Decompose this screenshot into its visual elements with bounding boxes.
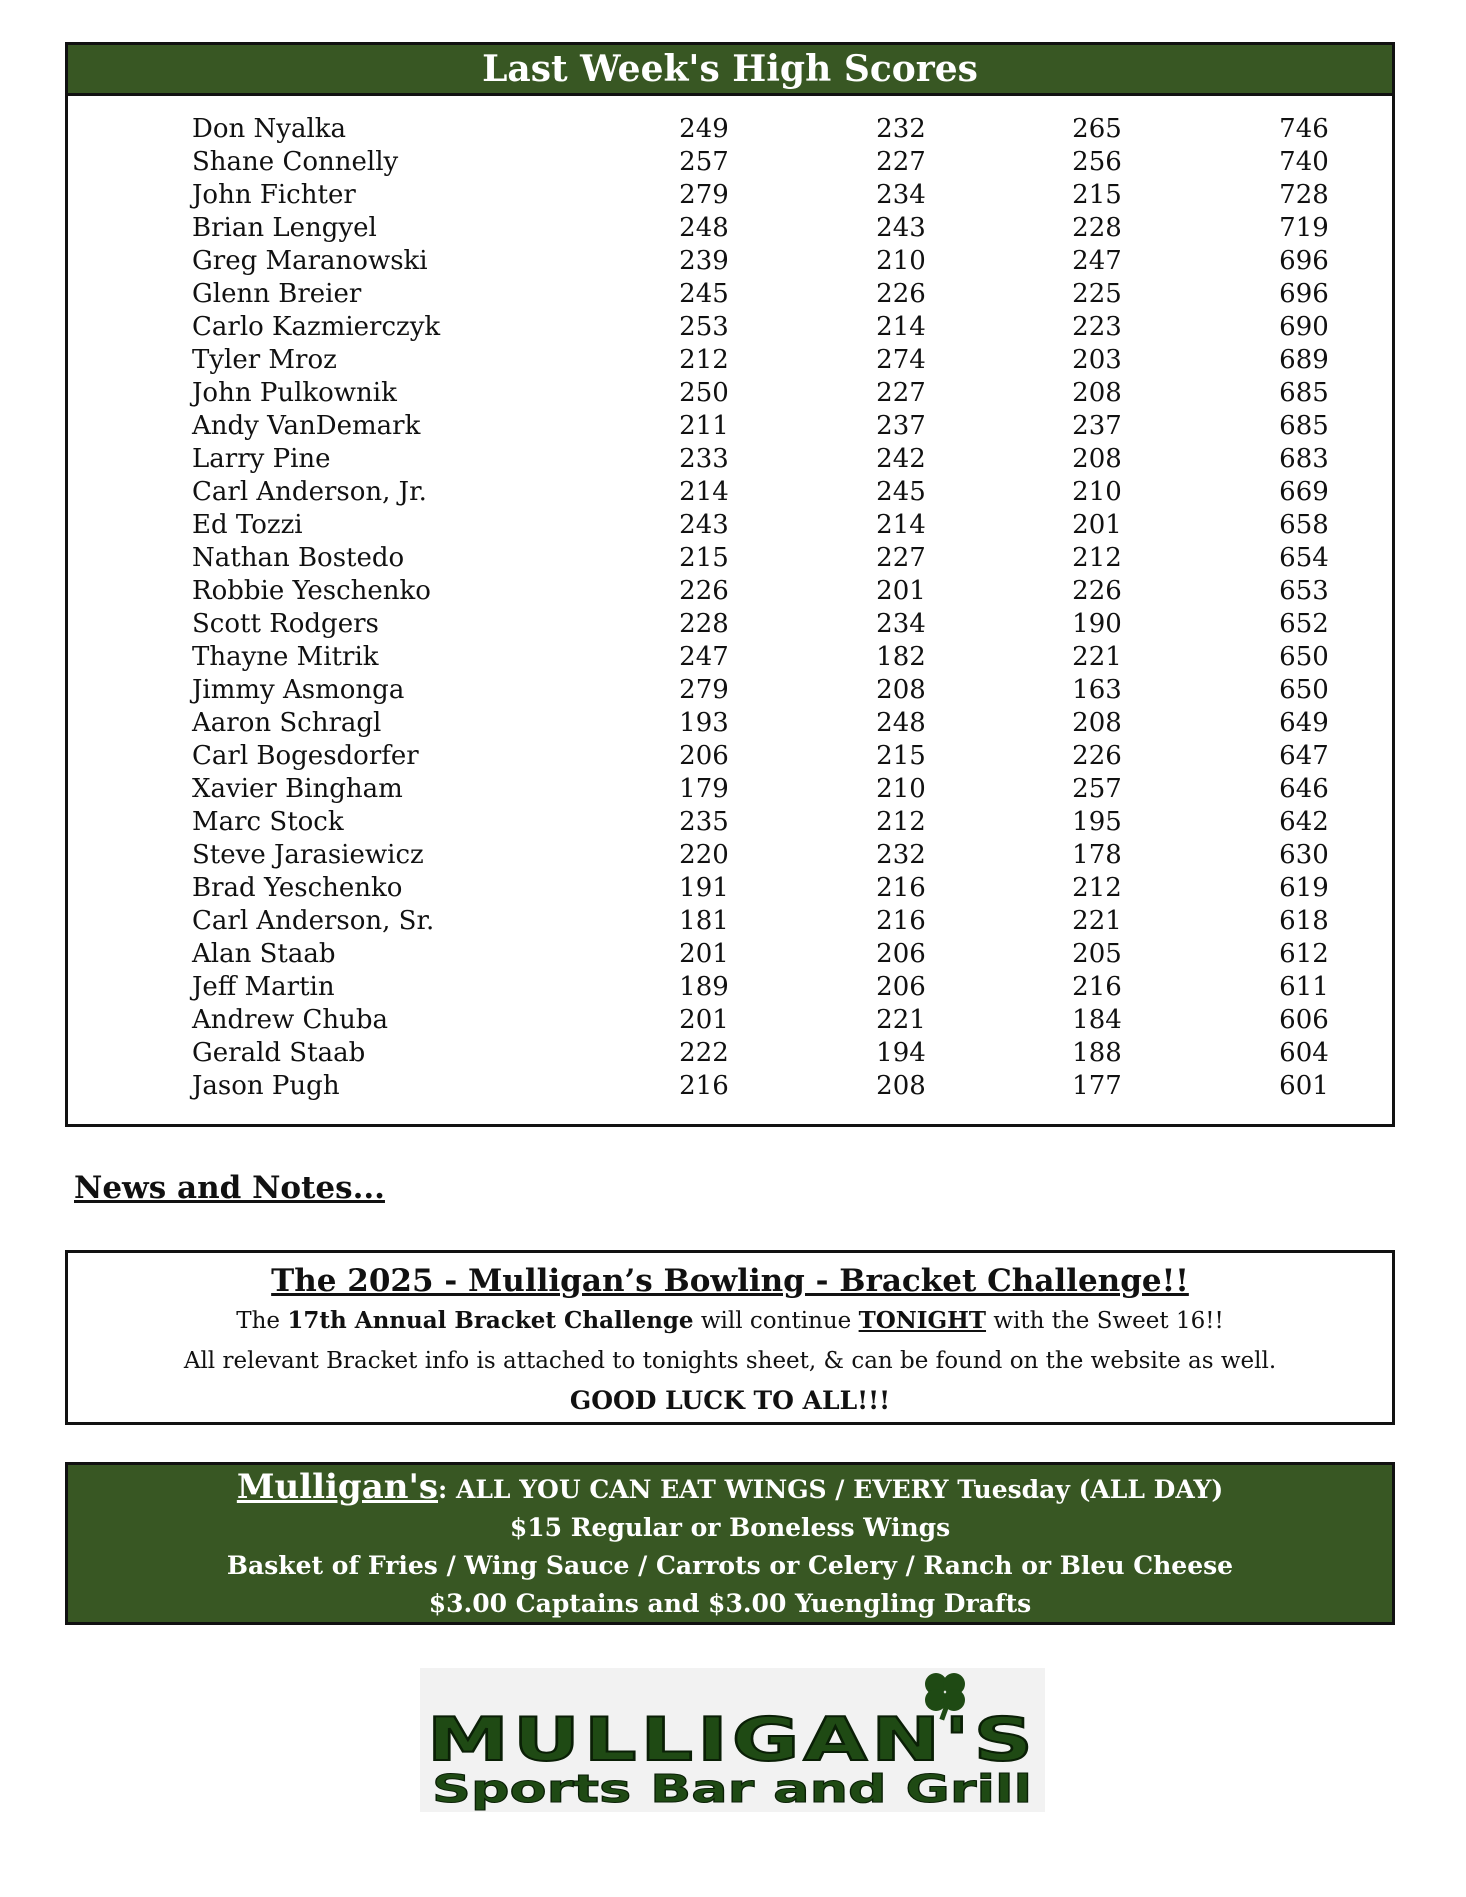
game-1-score: 206 xyxy=(679,741,729,771)
score-row xyxy=(68,707,1392,740)
bowler-name: Shane Connelly xyxy=(192,147,399,177)
score-row xyxy=(68,278,1392,311)
bowler-name: Carlo Kazmierczyk xyxy=(192,312,441,342)
game-1-score: 233 xyxy=(679,444,729,474)
news-heading: News and Notes... xyxy=(74,1170,385,1206)
series-total: 696 xyxy=(1279,246,1329,276)
game-2-score: 208 xyxy=(876,675,926,705)
series-total: 658 xyxy=(1279,510,1329,540)
series-total: 689 xyxy=(1279,345,1329,375)
game-3-score: 247 xyxy=(1072,246,1122,276)
wings-line-3: Basket of Fries / Wing Sauce / Carrots or Celery / Ranch or Bleu Cheese xyxy=(226,1551,1234,1580)
game-1-score: 226 xyxy=(679,576,729,606)
game-1-score: 181 xyxy=(679,906,729,936)
score-row xyxy=(68,971,1392,1004)
game-3-score: 257 xyxy=(1072,774,1122,804)
game-3-score: 184 xyxy=(1072,1005,1122,1035)
bowler-name: Ed Tozzi xyxy=(192,510,303,540)
game-1-score: 215 xyxy=(679,543,729,573)
series-total: 646 xyxy=(1279,774,1329,804)
bowler-name: Carl Bogesdorfer xyxy=(192,741,419,771)
bowler-name: Carl Anderson, Sr. xyxy=(192,906,435,936)
game-3-score: 208 xyxy=(1072,378,1122,408)
bowler-name: Robbie Yeschenko xyxy=(192,576,431,606)
bowler-name: Thayne Mitrik xyxy=(192,642,379,672)
bowler-name: Scott Rodgers xyxy=(192,609,379,639)
game-1-score: 201 xyxy=(679,939,729,969)
game-2-score: 208 xyxy=(876,1071,926,1101)
series-total: 642 xyxy=(1279,807,1329,837)
game-3-score: 210 xyxy=(1072,477,1122,507)
game-1-score: 214 xyxy=(679,477,729,507)
bowler-name: Brad Yeschenko xyxy=(192,873,403,903)
game-1-score: 247 xyxy=(679,642,729,672)
series-total: 601 xyxy=(1279,1071,1329,1101)
high-scores-title: Last Week's High Scores xyxy=(68,45,1392,96)
score-row xyxy=(68,146,1392,179)
bowler-name: Don Nyalka xyxy=(192,114,347,144)
score-row xyxy=(68,179,1392,212)
game-3-score: 177 xyxy=(1072,1071,1122,1101)
bracket-good-luck: GOOD LUCK TO ALL!!! xyxy=(569,1386,891,1415)
score-row xyxy=(68,542,1392,575)
score-row xyxy=(68,212,1392,245)
series-total: 606 xyxy=(1279,1005,1329,1035)
wings-line-1 xyxy=(68,1468,1392,1509)
bowler-name: Aaron Schragl xyxy=(192,708,382,738)
bowler-name: John Pulkownik xyxy=(192,378,397,408)
game-1-score: 235 xyxy=(679,807,729,837)
bowler-name: Andrew Chuba xyxy=(192,1005,389,1035)
game-3-score: 223 xyxy=(1072,312,1122,342)
game-3-score: 221 xyxy=(1072,906,1122,936)
mulligans-logo xyxy=(420,1668,1045,1812)
wings-headline: : ALL YOU CAN EAT WINGS / EVERY Tuesday (ALL DAY) xyxy=(438,1475,1224,1504)
bowler-name: Glenn Breier xyxy=(192,279,362,309)
series-total: 746 xyxy=(1279,114,1329,144)
series-total: 685 xyxy=(1279,411,1329,441)
bowler-name: Larry Pine xyxy=(192,444,331,474)
series-total: 696 xyxy=(1279,279,1329,309)
game-2-score: 248 xyxy=(876,708,926,738)
game-1-score: 193 xyxy=(679,708,729,738)
game-2-score: 234 xyxy=(876,609,926,639)
game-3-score: 203 xyxy=(1072,345,1122,375)
score-row xyxy=(68,410,1392,443)
score-row xyxy=(68,872,1392,905)
game-2-score: 243 xyxy=(876,213,926,243)
game-1-score: 253 xyxy=(679,312,729,342)
series-total: 630 xyxy=(1279,840,1329,870)
bowler-name: Steve Jarasiewicz xyxy=(192,840,424,870)
series-total: 652 xyxy=(1279,609,1329,639)
game-3-score: 237 xyxy=(1072,411,1122,441)
bowler-name: Alan Staab xyxy=(192,939,336,969)
game-3-score: 201 xyxy=(1072,510,1122,540)
game-3-score: 256 xyxy=(1072,147,1122,177)
score-row xyxy=(68,905,1392,938)
game-3-score: 225 xyxy=(1072,279,1122,309)
game-1-score: 250 xyxy=(679,378,729,408)
game-2-score: 212 xyxy=(876,807,926,837)
high-scores-table xyxy=(68,113,1392,1103)
series-total: 654 xyxy=(1279,543,1329,573)
game-3-score: 212 xyxy=(1072,873,1122,903)
game-1-score: 279 xyxy=(679,675,729,705)
series-total: 719 xyxy=(1279,213,1329,243)
mulligans-logo-graphic xyxy=(420,1668,1045,1812)
bowler-name: Greg Maranowski xyxy=(192,246,428,276)
game-2-score: 210 xyxy=(876,246,926,276)
score-row xyxy=(68,377,1392,410)
game-3-score: 221 xyxy=(1072,642,1122,672)
game-2-score: 226 xyxy=(876,279,926,309)
game-3-score: 216 xyxy=(1072,972,1122,1002)
game-1-score: 243 xyxy=(679,510,729,540)
series-total: 612 xyxy=(1279,939,1329,969)
game-2-score: 194 xyxy=(876,1038,926,1068)
wings-line-4: $3.00 Captains and $3.00 Yuengling Drafts xyxy=(428,1589,1032,1618)
game-2-score: 274 xyxy=(876,345,926,375)
game-1-score: 212 xyxy=(679,345,729,375)
game-1-score: 257 xyxy=(679,147,729,177)
bowler-name: Andy VanDemark xyxy=(192,411,421,441)
game-3-score: 215 xyxy=(1072,180,1122,210)
game-1-score: 228 xyxy=(679,609,729,639)
game-3-score: 226 xyxy=(1072,576,1122,606)
game-3-score: 208 xyxy=(1072,708,1122,738)
score-row xyxy=(68,311,1392,344)
game-1-score: 279 xyxy=(679,180,729,210)
game-2-score: 206 xyxy=(876,972,926,1002)
game-3-score: 265 xyxy=(1072,114,1122,144)
wings-special-panel xyxy=(65,1462,1395,1625)
game-2-score: 232 xyxy=(876,840,926,870)
game-2-score: 227 xyxy=(876,147,926,177)
game-1-score: 248 xyxy=(679,213,729,243)
game-1-score: 239 xyxy=(679,246,729,276)
score-row xyxy=(68,344,1392,377)
score-row xyxy=(68,113,1392,146)
game-3-score: 205 xyxy=(1072,939,1122,969)
game-2-score: 245 xyxy=(876,477,926,507)
bowler-name: Tyler Mroz xyxy=(192,345,337,375)
game-3-score: 208 xyxy=(1072,444,1122,474)
bracket-annual-name: 17th Annual Bracket Challenge xyxy=(287,1307,694,1334)
bowler-name: Jimmy Asmonga xyxy=(192,675,405,705)
game-2-score: 214 xyxy=(876,510,926,540)
series-total: 690 xyxy=(1279,312,1329,342)
game-2-score: 227 xyxy=(876,543,926,573)
bowler-name: Jeff Martin xyxy=(192,972,335,1002)
bracket-line-1-post: with the Sweet 16!! xyxy=(986,1308,1224,1334)
series-total: 685 xyxy=(1279,378,1329,408)
score-row xyxy=(68,1037,1392,1070)
game-1-score: 179 xyxy=(679,774,729,804)
series-total: 619 xyxy=(1279,873,1329,903)
score-row xyxy=(68,1004,1392,1037)
game-3-score: 188 xyxy=(1072,1038,1122,1068)
score-row xyxy=(68,839,1392,872)
game-2-score: 182 xyxy=(876,642,926,672)
game-1-score: 216 xyxy=(679,1071,729,1101)
bracket-line-1 xyxy=(68,1301,1392,1341)
high-scores-panel xyxy=(65,42,1395,1127)
game-2-score: 227 xyxy=(876,378,926,408)
bowler-name: John Fichter xyxy=(192,180,356,210)
wings-line-2: $15 Regular or Boneless Wings xyxy=(509,1513,951,1542)
bowler-name: Jason Pugh xyxy=(192,1071,340,1101)
series-total: 669 xyxy=(1279,477,1329,507)
score-row xyxy=(68,509,1392,542)
game-2-score: 216 xyxy=(876,873,926,903)
bracket-line-1-mid: will continue xyxy=(693,1308,859,1334)
bowler-name: Brian Lengyel xyxy=(192,213,377,243)
game-2-score: 242 xyxy=(876,444,926,474)
game-2-score: 232 xyxy=(876,114,926,144)
game-3-score: 228 xyxy=(1072,213,1122,243)
game-3-score: 178 xyxy=(1072,840,1122,870)
game-1-score: 189 xyxy=(679,972,729,1002)
game-1-score: 211 xyxy=(679,411,729,441)
bracket-title: The 2025 - Mulligan’s Bowling - Bracket Challenge!! xyxy=(271,1263,1189,1299)
score-row xyxy=(68,641,1392,674)
game-2-score: 206 xyxy=(876,939,926,969)
series-total: 728 xyxy=(1279,180,1329,210)
game-2-score: 237 xyxy=(876,411,926,441)
series-total: 683 xyxy=(1279,444,1329,474)
series-total: 653 xyxy=(1279,576,1329,606)
series-total: 611 xyxy=(1279,972,1329,1002)
score-row xyxy=(68,476,1392,509)
series-total: 740 xyxy=(1279,147,1329,177)
bracket-line-1-pre: The xyxy=(236,1308,288,1334)
game-3-score: 226 xyxy=(1072,741,1122,771)
wings-brand: Mulligan's xyxy=(236,1467,439,1507)
bowler-name: Marc Stock xyxy=(192,807,344,837)
logo-main-text: MULLIGAN'S xyxy=(427,1705,1037,1775)
score-row xyxy=(68,443,1392,476)
game-2-score: 234 xyxy=(876,180,926,210)
logo-sub-text: Sports Bar and Grill xyxy=(432,1767,1032,1811)
game-3-score: 163 xyxy=(1072,675,1122,705)
series-total: 618 xyxy=(1279,906,1329,936)
score-row xyxy=(68,773,1392,806)
bowler-name: Xavier Bingham xyxy=(192,774,403,804)
game-1-score: 220 xyxy=(679,840,729,870)
game-1-score: 249 xyxy=(679,114,729,144)
bowler-name: Carl Anderson, Jr. xyxy=(192,477,427,507)
game-2-score: 214 xyxy=(876,312,926,342)
score-row xyxy=(68,608,1392,641)
game-1-score: 201 xyxy=(679,1005,729,1035)
score-row xyxy=(68,245,1392,278)
score-row xyxy=(68,575,1392,608)
game-2-score: 210 xyxy=(876,774,926,804)
score-row xyxy=(68,674,1392,707)
score-row xyxy=(68,938,1392,971)
score-row xyxy=(68,1070,1392,1103)
score-row xyxy=(68,740,1392,773)
game-2-score: 216 xyxy=(876,906,926,936)
series-total: 649 xyxy=(1279,708,1329,738)
game-2-score: 215 xyxy=(876,741,926,771)
game-2-score: 221 xyxy=(876,1005,926,1035)
bowler-name: Nathan Bostedo xyxy=(192,543,405,573)
game-3-score: 212 xyxy=(1072,543,1122,573)
game-1-score: 222 xyxy=(679,1038,729,1068)
series-total: 650 xyxy=(1279,642,1329,672)
game-1-score: 191 xyxy=(679,873,729,903)
game-2-score: 201 xyxy=(876,576,926,606)
score-row xyxy=(68,806,1392,839)
game-3-score: 190 xyxy=(1072,609,1122,639)
bracket-tonight: TONIGHT xyxy=(858,1307,987,1334)
series-total: 604 xyxy=(1279,1038,1329,1068)
game-3-score: 195 xyxy=(1072,807,1122,837)
bracket-line-2: All relevant Bracket info is attached to tonights sheet, & can be found on the website as well. xyxy=(183,1348,1277,1374)
bowler-name: Gerald Staab xyxy=(192,1038,366,1068)
bracket-challenge-panel xyxy=(65,1250,1395,1425)
series-total: 650 xyxy=(1279,675,1329,705)
series-total: 647 xyxy=(1279,741,1329,771)
game-1-score: 245 xyxy=(679,279,729,309)
